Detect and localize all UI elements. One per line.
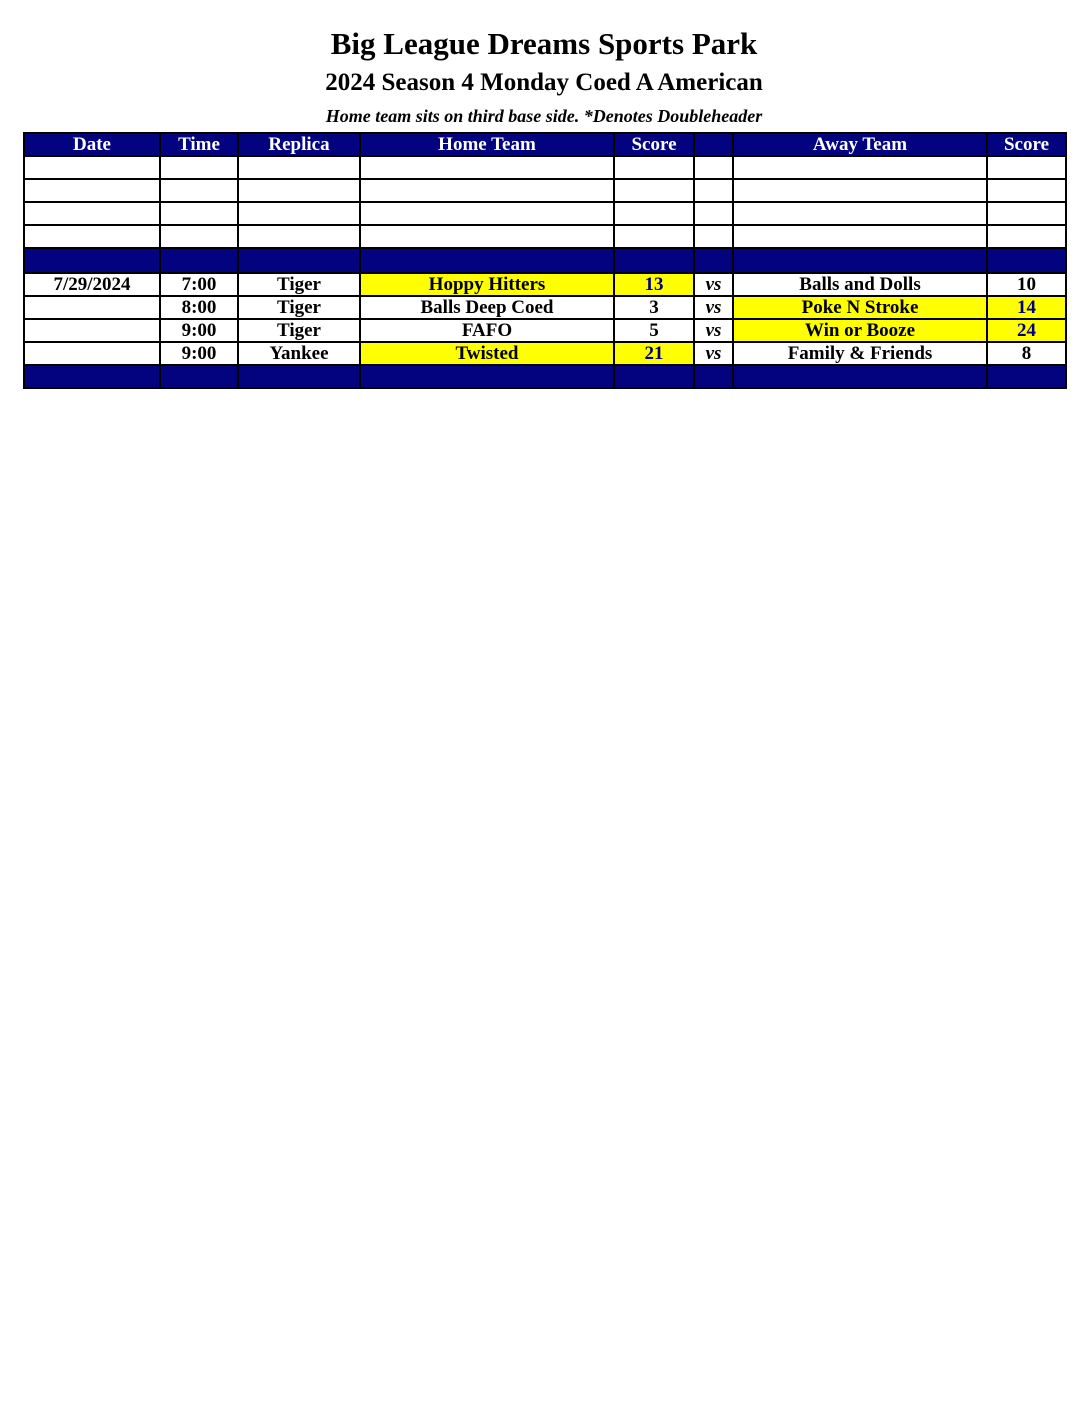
- col-header-away-team: Away Team: [733, 133, 987, 156]
- away-team: Balls and Dolls: [733, 273, 987, 296]
- header-row: [24, 133, 1066, 156]
- separator-band: [24, 248, 1066, 273]
- col-header-home-team: Home Team: [360, 133, 614, 156]
- game-date: [24, 296, 160, 319]
- col-header-away-score: Score: [987, 133, 1066, 156]
- vs-label: vs: [694, 319, 733, 342]
- col-header-time: Time: [160, 133, 238, 156]
- game-row: [24, 342, 1066, 365]
- empty-row: [24, 156, 1066, 179]
- game-time: 8:00: [160, 296, 238, 319]
- game-row: [24, 273, 1066, 296]
- home-team: Twisted: [360, 342, 614, 365]
- schedule-table: [23, 132, 1067, 389]
- home-score: 3: [614, 296, 694, 319]
- game-date: [24, 342, 160, 365]
- game-row: [24, 319, 1066, 342]
- page-subtitle: 2024 Season 4 Monday Coed A American: [325, 69, 763, 96]
- game-replica: Tiger: [238, 296, 360, 319]
- away-score: 24: [987, 319, 1066, 342]
- game-date: 7/29/2024: [24, 273, 160, 296]
- empty-row: [24, 202, 1066, 225]
- home-score: 5: [614, 319, 694, 342]
- away-score: 8: [987, 342, 1066, 365]
- home-team: FAFO: [360, 319, 614, 342]
- empty-row: [24, 179, 1066, 202]
- game-date: [24, 319, 160, 342]
- col-header-home-score: Score: [614, 133, 694, 156]
- game-replica: Tiger: [238, 319, 360, 342]
- home-team: Balls Deep Coed: [360, 296, 614, 319]
- home-score: 21: [614, 342, 694, 365]
- game-time: 9:00: [160, 319, 238, 342]
- vs-label: vs: [694, 296, 733, 319]
- game-time: 7:00: [160, 273, 238, 296]
- col-header-vs: [694, 133, 733, 156]
- schedule-note: Home team sits on third base side. *Denotes Doubleheader: [325, 106, 763, 126]
- col-header-replica: Replica: [238, 133, 360, 156]
- game-time: 9:00: [160, 342, 238, 365]
- away-score: 14: [987, 296, 1066, 319]
- vs-label: vs: [694, 342, 733, 365]
- away-score: 10: [987, 273, 1066, 296]
- home-team: Hoppy Hitters: [360, 273, 614, 296]
- away-team: Poke N Stroke: [733, 296, 987, 319]
- empty-row: [24, 225, 1066, 248]
- game-replica: Yankee: [238, 342, 360, 365]
- page-title: Big League Dreams Sports Park: [330, 26, 758, 61]
- home-score: 13: [614, 273, 694, 296]
- vs-label: vs: [694, 273, 733, 296]
- game-row: [24, 296, 1066, 319]
- separator-band: [24, 365, 1066, 388]
- game-replica: Tiger: [238, 273, 360, 296]
- away-team: Win or Booze: [733, 319, 987, 342]
- col-header-date: Date: [24, 133, 160, 156]
- away-team: Family & Friends: [733, 342, 987, 365]
